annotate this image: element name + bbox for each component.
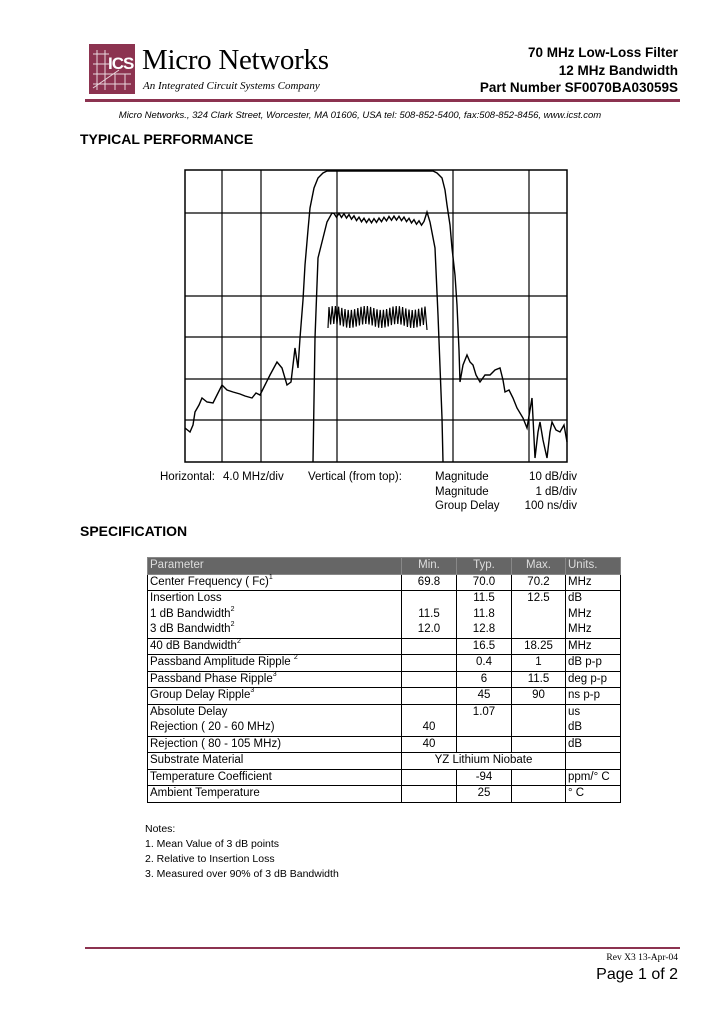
table-row (148, 574, 621, 591)
units-cell: dB (566, 736, 621, 753)
typ-cell: 6 (457, 671, 512, 688)
max-cell: 70.2 (512, 574, 566, 591)
ics-logo (89, 44, 135, 94)
min-cell: 40 (402, 736, 457, 753)
param-cell: Passband Amplitude Ripple $^2$ (148, 655, 402, 672)
value-cell: YZ Lithium Niobate (402, 753, 566, 770)
param-cell: Substrate Material (148, 753, 402, 770)
table-row (148, 671, 621, 688)
max-cell (512, 720, 566, 736)
page-number: Page 1 of 2 (596, 966, 678, 983)
address: Micro Networks., 324 Clark Street, Worcester, MA 01606, USA tel: 508-852-5400, fax:508-852-8456, www.icst.com (118, 110, 602, 121)
header-rule (85, 99, 680, 102)
units-cell: MHz (566, 622, 621, 638)
footer-rule (85, 947, 680, 949)
note-ref: 2 (236, 637, 241, 645)
param-cell: Ambient Temperature (148, 786, 402, 803)
specification-table (147, 557, 621, 803)
min-cell (402, 655, 457, 672)
typ-cell: 70.0 (457, 574, 512, 591)
brand-name: Micro Networks (142, 44, 329, 76)
typ-cell: 12.8 (457, 622, 512, 638)
note-2: 2. Relative to Insertion Loss (145, 853, 275, 865)
param-cell: 3 dB Bandwidth$^2$ (148, 622, 402, 638)
note-ref: 2 (230, 621, 235, 628)
table-row (148, 607, 621, 623)
max-cell: 18.25 (512, 638, 566, 655)
typ-cell: 25 (457, 786, 512, 803)
table-row (148, 622, 621, 638)
bandwidth-title: 12 MHz Bandwidth (558, 63, 678, 78)
min-cell (402, 769, 457, 786)
horizontal-label: Horizontal: (160, 471, 215, 483)
min-cell: 69.8 (402, 574, 457, 591)
col-typ: Typ. (457, 558, 512, 575)
note-3: 3. Measured over 90% of 3 dB Bandwidth (145, 868, 339, 880)
trace-2-scale: 1 dB/div (535, 486, 577, 498)
table-row (148, 688, 621, 705)
product-title: 70 MHz Low-Loss Filter (527, 45, 678, 60)
param-cell: 40 dB Bandwidth$^2$ (148, 638, 402, 655)
typ-cell: 11.8 (457, 607, 512, 623)
max-cell (512, 622, 566, 638)
col-units: Units. (566, 558, 621, 575)
typ-cell (457, 720, 512, 736)
trace-1-name: Magnitude (435, 471, 489, 483)
note-ref: 3 (250, 687, 255, 694)
units-cell: deg p-p (566, 671, 621, 688)
table-row (148, 786, 621, 803)
units-cell: dB (566, 591, 621, 607)
note-1: 1. Mean Value of 3 dB points (145, 838, 280, 850)
typ-cell: 45 (457, 688, 512, 705)
table-header-row (148, 558, 621, 575)
min-cell (402, 671, 457, 688)
param-cell: Group Delay Ripple$^3$ (148, 688, 402, 705)
units-cell: dB (566, 720, 621, 736)
svg-text:ICS: ICS (108, 54, 134, 73)
typ-cell: 11.5 (457, 591, 512, 607)
units-cell: dB p-p (566, 655, 621, 672)
typ-cell: 1.07 (457, 704, 512, 720)
units-cell: MHz (566, 638, 621, 655)
revision: Rev X3 13-Apr-04 (606, 953, 678, 963)
typ-cell: 16.5 (457, 638, 512, 655)
units-cell: us (566, 704, 621, 720)
performance-heading: TYPICAL PERFORMANCE (80, 131, 254, 147)
min-cell: 12.0 (402, 622, 457, 638)
trace-group-delay (328, 306, 427, 330)
part-number: Part Number SF0070BA03059S (479, 80, 678, 95)
units-cell: MHz (566, 607, 621, 623)
min-cell (402, 704, 457, 720)
table-row (148, 736, 621, 753)
col-max: Max. (512, 558, 566, 575)
param-cell: Center Frequency ( Fc)$^1$ (148, 574, 402, 591)
trace-3-name: Group Delay (435, 500, 500, 512)
param-cell: Rejection ( 20 - 60 MHz) (148, 720, 402, 736)
typ-cell: 0.4 (457, 655, 512, 672)
min-cell (402, 591, 457, 607)
typ-cell (457, 736, 512, 753)
max-cell: 90 (512, 688, 566, 705)
max-cell (512, 607, 566, 623)
param-cell: Absolute Delay (148, 704, 402, 720)
max-cell: 12.5 (512, 591, 566, 607)
max-cell (512, 769, 566, 786)
table-row (148, 704, 621, 720)
max-cell: 11.5 (512, 671, 566, 688)
max-cell (512, 736, 566, 753)
units-cell: ° C (566, 786, 621, 803)
min-cell (402, 638, 457, 655)
table-row (148, 769, 621, 786)
table-row (148, 720, 621, 736)
param-cell: Rejection ( 80 - 105 MHz) (148, 736, 402, 753)
trace-2-name: Magnitude (435, 486, 489, 498)
max-cell (512, 786, 566, 803)
table-row (148, 591, 621, 607)
note-ref: 2 (230, 605, 235, 613)
min-cell: 11.5 (402, 607, 457, 623)
horizontal-scale: 4.0 MHz/div (223, 471, 284, 483)
min-cell (402, 688, 457, 705)
note-ref: 3 (272, 670, 277, 678)
units-cell: ppm/° C (566, 769, 621, 786)
specification-heading: SPECIFICATION (80, 523, 188, 539)
min-cell (402, 786, 457, 803)
notes-title: Notes: (145, 823, 176, 835)
col-min: Min. (402, 558, 457, 575)
performance-plot (184, 169, 570, 465)
note-ref: 1 (268, 573, 273, 581)
typ-cell: -94 (457, 769, 512, 786)
trace-3-scale: 100 ns/div (524, 500, 577, 512)
col-parameter: Parameter (148, 558, 402, 575)
tagline: An Integrated Circuit Systems Company (143, 80, 320, 92)
notes (145, 822, 339, 882)
units-cell (566, 753, 621, 770)
max-cell: 1 (512, 655, 566, 672)
param-cell: Insertion Loss (148, 591, 402, 607)
min-cell: 40 (402, 720, 457, 736)
param-cell: Passband Phase Ripple$^3$ (148, 671, 402, 688)
max-cell (512, 704, 566, 720)
param-cell: Temperature Coefficient (148, 769, 402, 786)
table-row (148, 638, 621, 655)
table-row (148, 753, 621, 770)
units-cell: ns p-p (566, 688, 621, 705)
table-row (148, 655, 621, 672)
vertical-label: Vertical (from top): (308, 471, 402, 483)
param-cell: 1 dB Bandwidth$^2$ (148, 607, 402, 623)
trace-1-scale: 10 dB/div (529, 471, 577, 483)
units-cell: MHz (566, 574, 621, 591)
note-ref: 2 (293, 654, 298, 661)
